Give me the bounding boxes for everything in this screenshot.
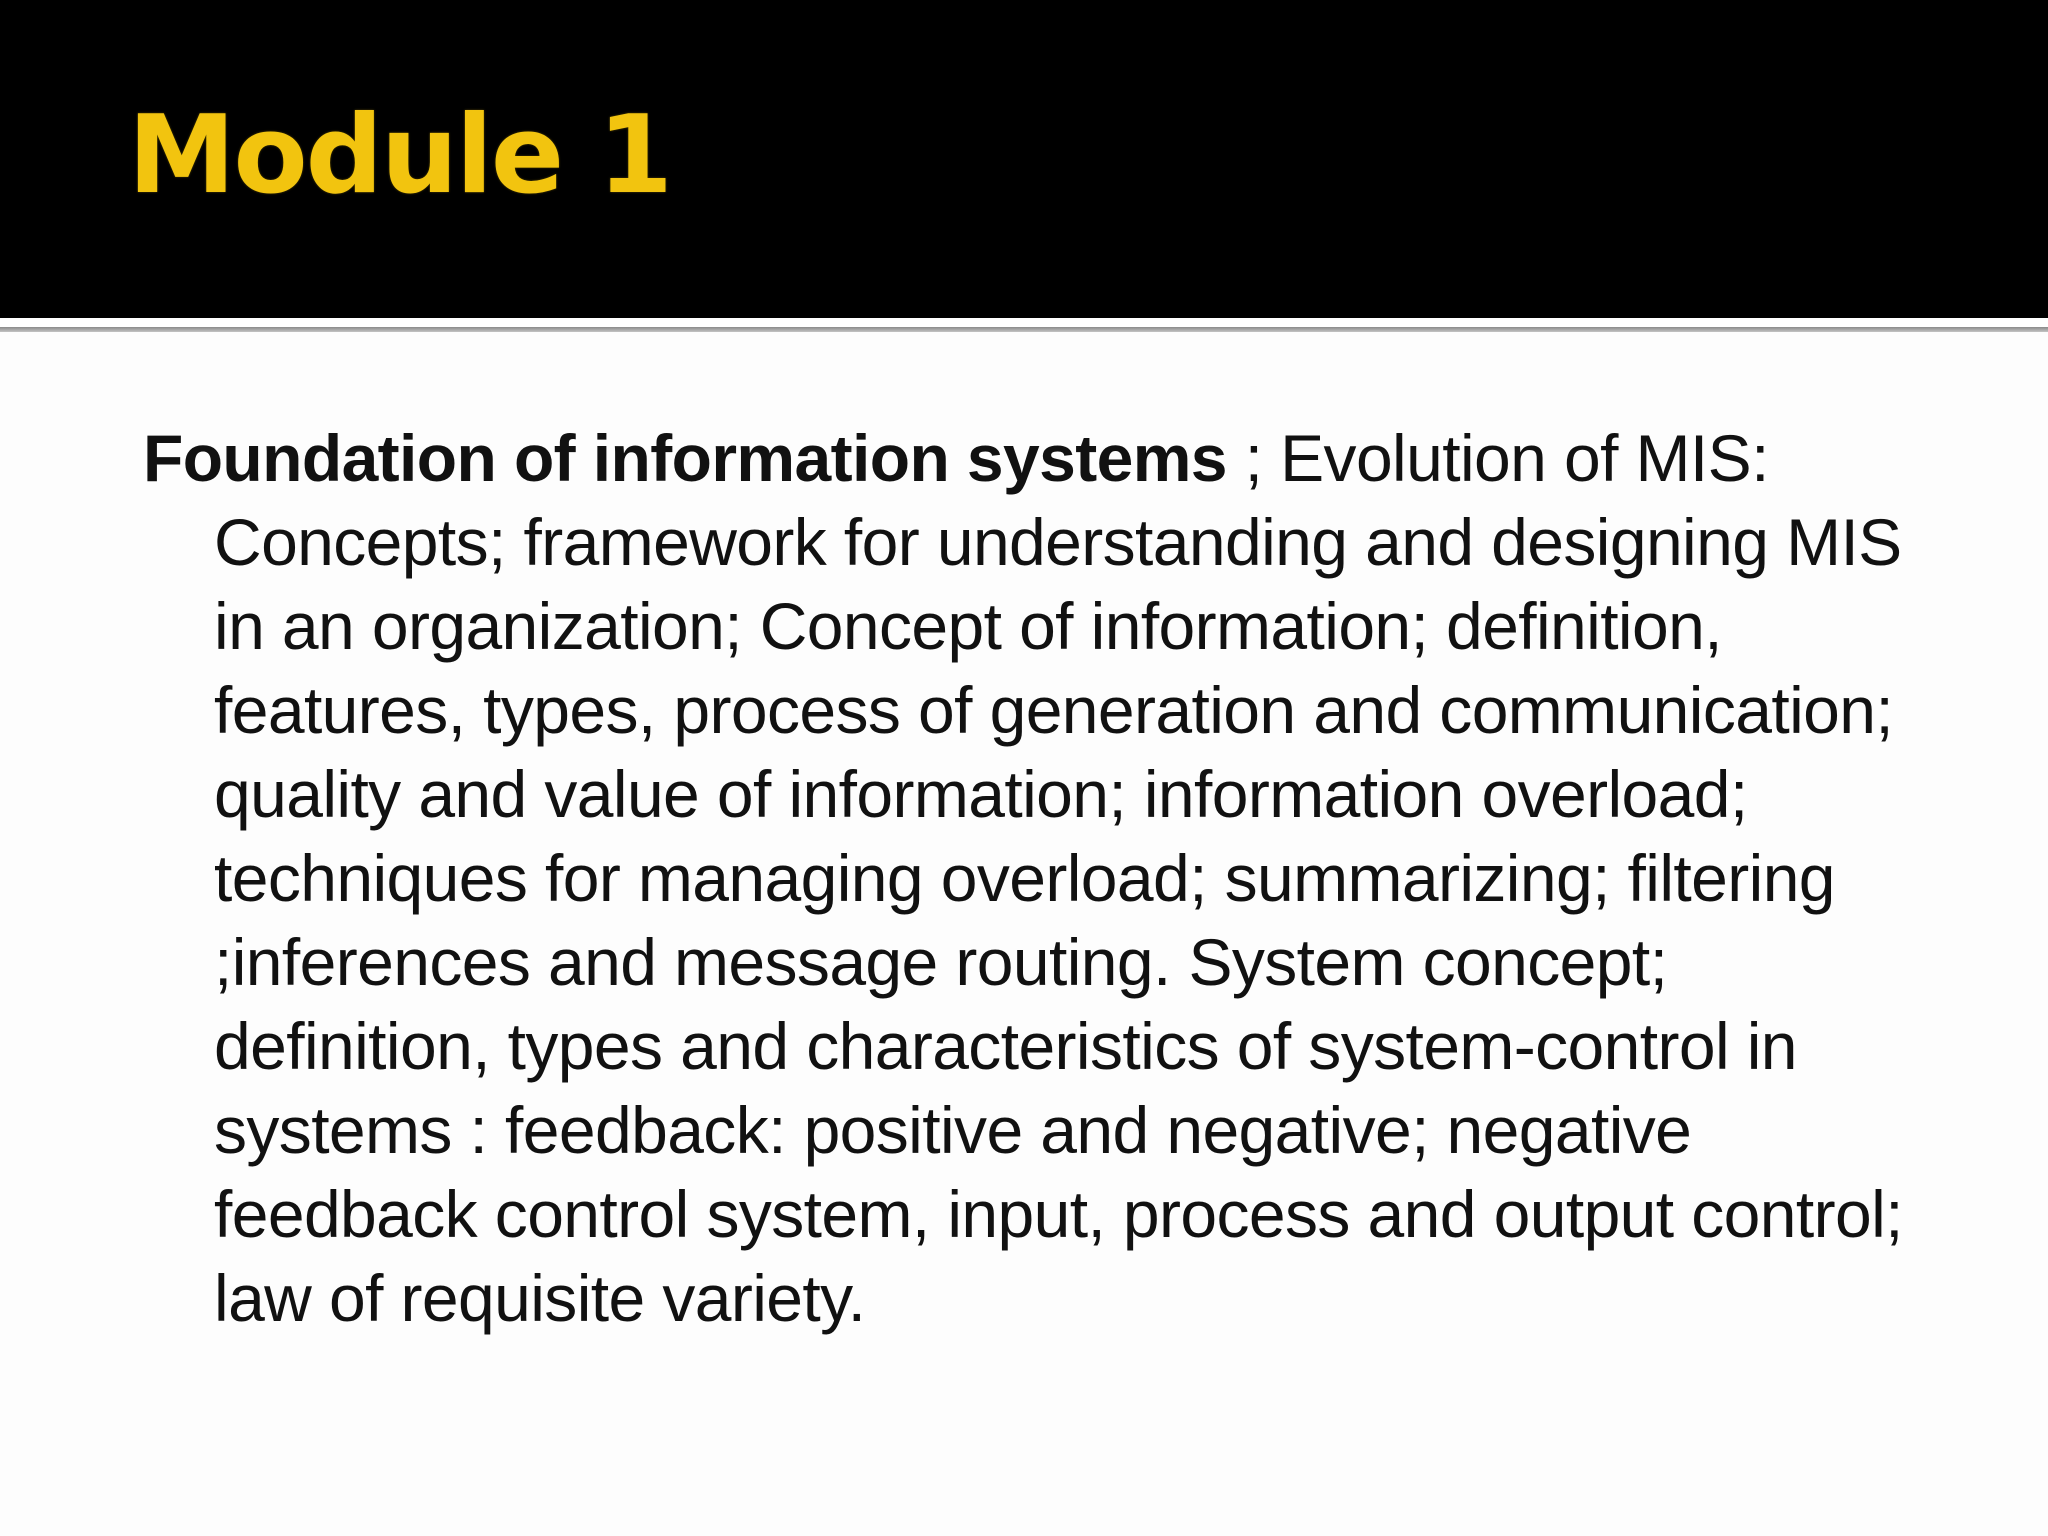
- slide-title: Module 1: [128, 93, 671, 218]
- module-description: [143, 416, 1954, 1340]
- title-divider-highlight: [0, 318, 2048, 327]
- title-band: [0, 0, 2048, 318]
- module-description-text: ; Evolution of MIS: Concepts; framework for understanding and designing MIS in an organization; Concept of information; definition, features, types, process of generation and communication; quality and value of information; information overload; techniques for managing overload; summarizing; filtering ;inferences and message routing. System concept; definition, types and characteristics of system-control in systems : feedback: positive and negative; negative feedback control system, input, process and output control; law of requisite variety.: [214, 421, 1903, 1335]
- module-description-lead: Foundation of information systems: [143, 421, 1227, 495]
- title-divider: [0, 327, 2048, 332]
